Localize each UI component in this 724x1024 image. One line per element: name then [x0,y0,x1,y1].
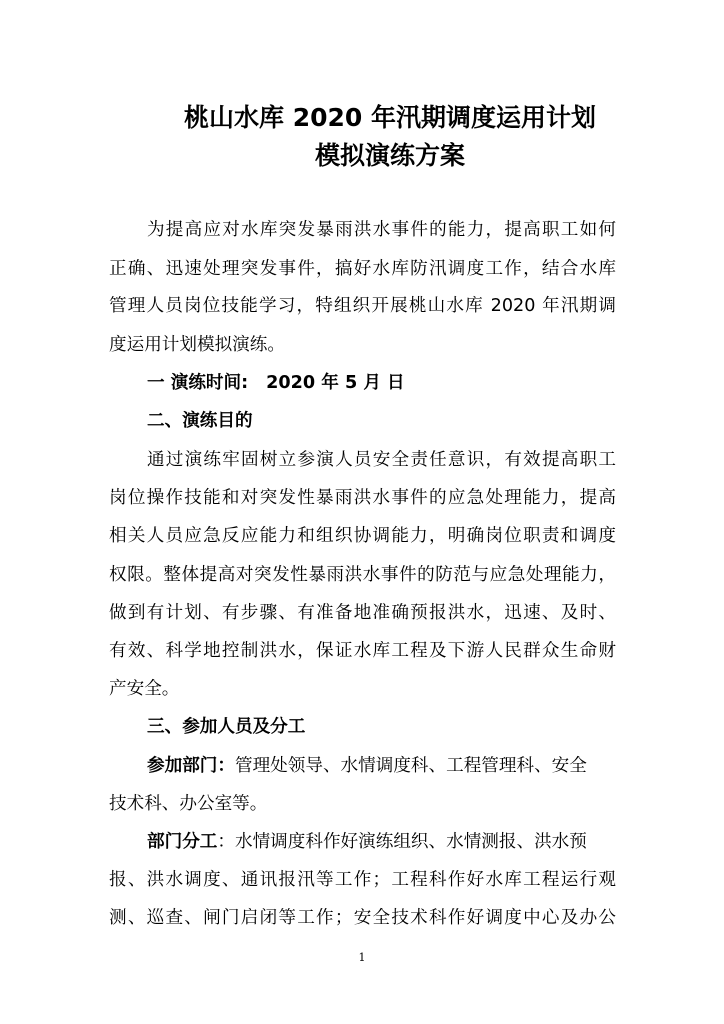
intro-line-2: 正确、迅速处理突发事件，搞好水库防汛调度工作，结合水库 [109,259,616,279]
departments-text: 管理处领导、水情调度科、工程管理科、安全 [234,756,587,776]
section-2-line-6: 有效、科学地控制洪水，保证水库工程及下游人民群众生命财 [109,641,616,661]
intro-line-3: 管理人员岗位技能学习，特组织开展桃山水库 2020 年汛期调 [109,296,616,316]
section-2-line-4: 权限。整体提高对突发性暴雨洪水事件的防范与应急处理能力， [109,565,616,585]
departments-line-1 [147,753,616,779]
document-title-line-1: 桃山水库 2020 年汛期调度运用计划 [184,103,596,132]
section-2-line-5: 做到有计划、有步骤、有准备地准确预报洪水，迅速、及时、 [109,603,616,623]
section-2-line-3: 相关人员应急反应能力和组织协调能力，明确岗位职责和调度 [109,526,616,546]
division-label: 部门分工 [147,832,218,852]
section-1-heading-row [147,370,616,396]
section-2-line-2: 岗位操作技能和对突发性暴雨洪水事件的应急处理能力，提高 [109,488,616,508]
document-title-line-2: 模拟演练方案 [314,141,465,170]
section-3-heading: 三、参加人员及分工 [147,717,306,737]
section-2-heading: 二、演练目的 [147,411,253,431]
drill-date: 2020 年 5 月 日 [266,373,405,393]
departments-label: 参加部门： [147,756,235,776]
intro-line-1: 为提高应对水库突发暴雨洪水事件的能力，提高职工如何 [147,220,616,240]
division-text: ：水情调度科作好演练组织、水情测报、洪水预 [217,832,587,852]
departments-line-2: 技术科、办公室等。 [109,794,268,814]
division-line-3: 测、巡查、闸门启闭等工作；安全技术科作好调度中心及办公 [109,908,616,928]
page-number: 1 [358,951,366,964]
section-2-line-7: 产安全。 [109,679,180,699]
section-2-line-1: 通过演练牢固树立参演人员安全责任意识，有效提高职工 [147,450,616,470]
intro-line-4: 度运用计划模拟演练。 [109,335,285,355]
division-line-2: 报、洪水调度、通讯报汛等工作；工程科作好水库工程运行观 [109,870,616,890]
division-line-1 [147,829,616,855]
section-1-heading: 一 演练时间: [147,373,249,393]
